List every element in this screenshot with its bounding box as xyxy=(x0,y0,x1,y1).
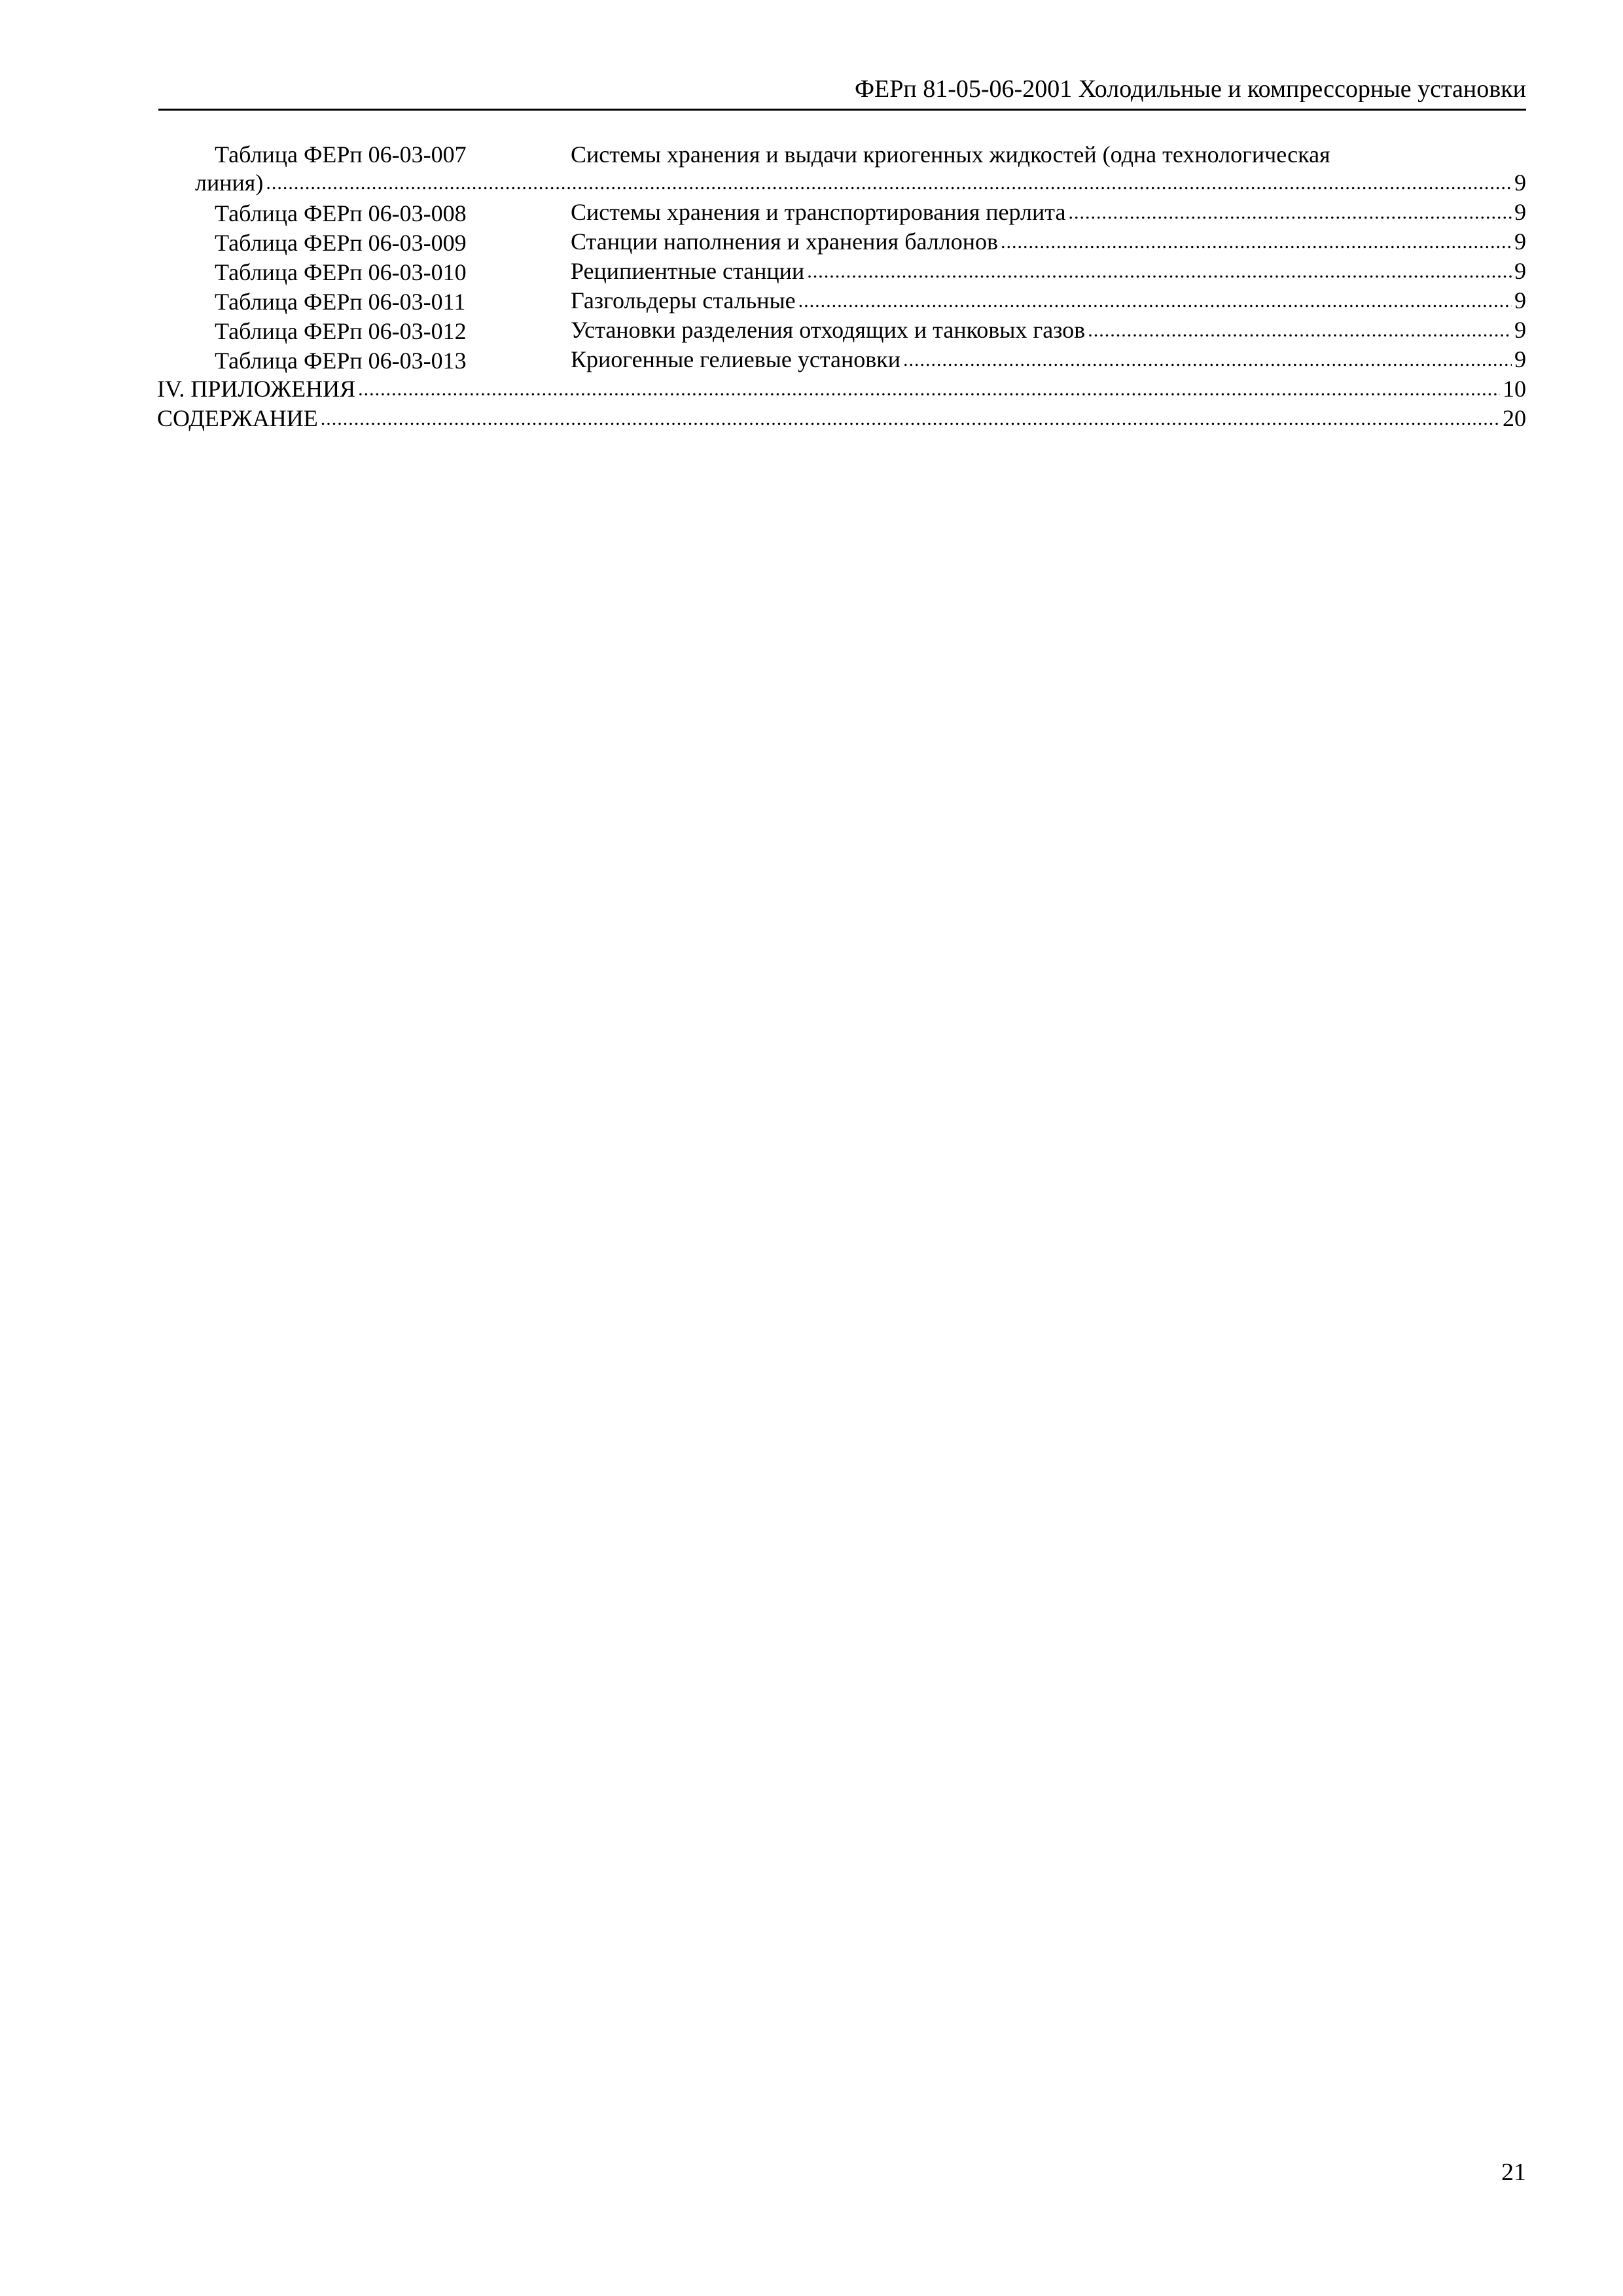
toc-entry-title-continuation: линия) xyxy=(195,170,264,196)
page-number: 21 xyxy=(1501,2159,1526,2186)
toc-entry-code: Таблица ФЕРп 06-03-009 xyxy=(215,230,467,256)
toc-entry-code: Таблица ФЕРп 06-03-008 xyxy=(215,200,467,226)
toc-entry-page: 9 xyxy=(1514,228,1526,255)
toc-section-title: IV. ПРИЛОЖЕНИЯ xyxy=(157,376,356,402)
toc-entry-page: 9 xyxy=(1514,199,1526,225)
toc-entry-page: 9 xyxy=(1514,346,1526,372)
dot-leader xyxy=(1001,226,1512,257)
toc-entry-title: Установки разделения отходящих и танковых газов xyxy=(571,317,1086,343)
toc-entry-title: Станции наполнения и хранения баллонов xyxy=(571,228,998,255)
toc-entry-page: 9 xyxy=(1514,170,1526,196)
toc-section-appendices[interactable] xyxy=(157,376,1526,405)
toc-entry-06-03-013[interactable] xyxy=(157,346,1526,376)
toc-entry-title: Газгольдеры стальные xyxy=(571,287,796,314)
toc-entry-title: Криогенные гелиевые установки xyxy=(571,346,901,372)
toc-entry-code: Таблица ФЕРп 06-03-012 xyxy=(215,318,467,344)
dot-leader xyxy=(903,344,1512,374)
toc-entry-06-03-011[interactable] xyxy=(157,287,1526,317)
toc-entry-page: 9 xyxy=(1514,258,1526,284)
toc-entry-code: Таблица ФЕРп 06-03-013 xyxy=(215,348,467,374)
toc-entry-page: 9 xyxy=(1514,287,1526,314)
toc-entry-code: Таблица ФЕРп 06-03-007 xyxy=(215,141,467,168)
toc-entry-page: 9 xyxy=(1514,317,1526,343)
toc-entry-06-03-008[interactable] xyxy=(157,199,1526,228)
table-of-contents xyxy=(157,140,1526,435)
toc-section-title: СОДЕРЖАНИЕ xyxy=(157,405,318,431)
toc-entry-06-03-007-continuation[interactable] xyxy=(157,170,1526,199)
dot-leader xyxy=(266,167,1512,198)
dot-leader xyxy=(358,373,1500,404)
toc-section-page: 20 xyxy=(1503,405,1526,431)
header-title: ФЕРп 81-05-06-2001 Холодильные и компрессорные установки xyxy=(855,75,1526,103)
toc-entry-06-03-009[interactable] xyxy=(157,228,1526,258)
toc-entry-06-03-012[interactable] xyxy=(157,317,1526,346)
toc-section-page: 10 xyxy=(1503,376,1526,402)
toc-section-contents[interactable] xyxy=(157,405,1526,435)
toc-entry-code: Таблица ФЕРп 06-03-011 xyxy=(215,289,466,315)
dot-leader xyxy=(1068,196,1512,227)
running-header xyxy=(158,73,1526,111)
dot-leader xyxy=(807,255,1512,286)
dot-leader xyxy=(798,285,1512,315)
toc-entry-06-03-007[interactable] xyxy=(157,140,1526,170)
dot-leader xyxy=(1088,314,1512,345)
dot-leader xyxy=(321,403,1500,433)
toc-entry-title: Реципиентные станции xyxy=(571,258,805,284)
toc-entry-code: Таблица ФЕРп 06-03-010 xyxy=(215,259,467,285)
toc-entry-title: Системы хранения и выдачи криогенных жидкостей (одна технологическая xyxy=(571,141,1330,168)
toc-entry-06-03-010[interactable] xyxy=(157,258,1526,287)
toc-entry-title: Системы хранения и транспортирования перлита xyxy=(571,199,1066,225)
